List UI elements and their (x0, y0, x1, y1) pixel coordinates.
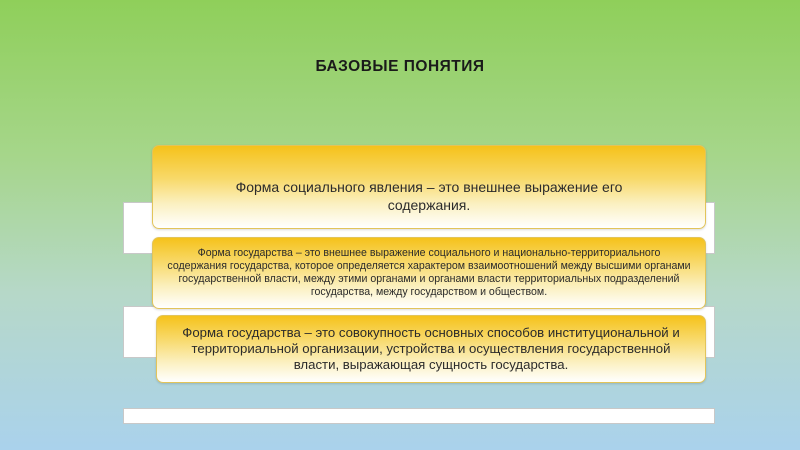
definition-card-state-form-methods (156, 315, 706, 383)
definition-card-social-phenomenon (152, 145, 706, 229)
definition-text: Форма социального явления – это внешнее выражение его содержания. (235, 179, 623, 213)
slide-title: БАЗОВЫЕ ПОНЯТИЯ (315, 58, 485, 75)
definition-card-state-form-external (152, 237, 706, 309)
definition-text: Форма государства – это совокупность основных способов институциональной и территориальной организации, устройства и осуществления государственной власти, выражающая сущность государства. (182, 325, 680, 372)
definition-text: Форма государства – это внешнее выражение социального и национально-территориального содержания государства, которое определяется характером взаимоотношений между высшими органами государственной власти, между этими органами и органами власти территориальных подразделений государства, между государством и обществом. (167, 247, 691, 298)
background-band (123, 408, 715, 424)
